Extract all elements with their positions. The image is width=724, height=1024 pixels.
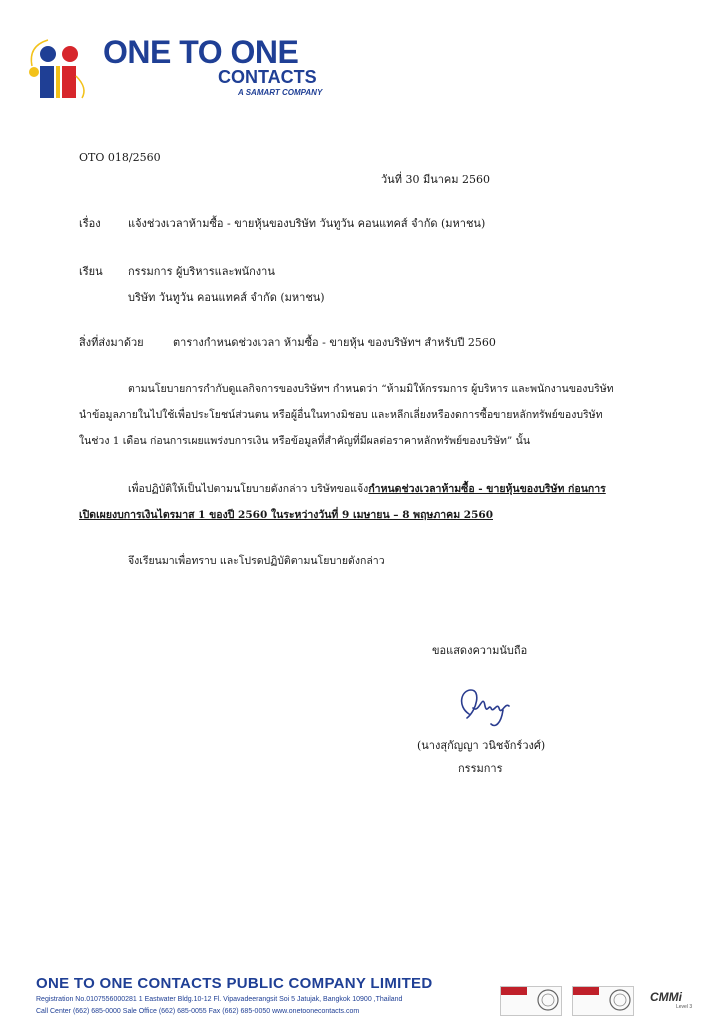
footer-contacts: Call Center (662) 685-0000 Sale Office (662) 685-0055 Fax (662) 685-0050 www.onetoonecontacts.com bbox=[36, 1008, 360, 1015]
company-logo-icon bbox=[26, 36, 90, 102]
recipient-line-1: กรรมการ ผู้บริหารและพนักงาน bbox=[128, 265, 275, 278]
certification-badge-1 bbox=[500, 986, 562, 1016]
closing-text: ขอแสดงความนับถือ bbox=[432, 644, 528, 657]
certification-seal-icon bbox=[609, 989, 631, 1011]
letter-date: วันที่ 30 มีนาคม 2560 bbox=[381, 173, 490, 186]
subject-label: เรื่อง bbox=[79, 217, 101, 230]
reference-number: OTO 018/2560 bbox=[79, 151, 161, 164]
paragraph-1-line-2: นำข้อมูลภายในไปใช้เพื่อประโยชน์ส่วนตน หรือผู้อื่นในทางมิชอบ และหลีกเลี่ยงหรืองดการซื้อขายหลักทรัพย์ของบริษัท bbox=[79, 409, 603, 421]
enclosure-label: สิ่งที่ส่งมาด้วย bbox=[79, 336, 144, 349]
paragraph-1-line-1: ตามนโยบายการกำกับดูแลกิจการของบริษัทฯ กำหนดว่า “ห้ามมิให้กรรมการ ผู้บริหาร และพนักงานของบริษัท bbox=[128, 383, 614, 395]
footer-address: Registration No.0107556000281 1 Eastwater Bldg.10-12 Fl. Vipavadeerangsit Soi 5 Jatujak, Bangkok 10900 ,Thailand bbox=[36, 996, 403, 1003]
recipient-label: เรียน bbox=[79, 265, 103, 278]
paragraph-1-line-3: ในช่วง 1 เดือน ก่อนการเผยแพร่งบการเงิน หรือข้อมูลที่สำคัญที่มีผลต่อราคาหลักทรัพย์ของบริษัท” นั้น bbox=[79, 435, 530, 447]
signer-name: (นางสุกัญญา วนิชจักร์วงศ์) bbox=[417, 739, 546, 752]
recipient-line-2: บริษัท วันทูวัน คอนแทคส์ จำกัด (มหาชน) bbox=[128, 291, 325, 304]
paragraph-2-line-2: เปิดเผยงบการเงินไตรมาส 1 ของปี 2560 ในระหว่างวันที่ 9 เมษายน – 8 พฤษภาคม 2560 bbox=[79, 509, 493, 521]
paragraph-2-line-1 bbox=[128, 481, 606, 497]
cmmi-logo: CMMi bbox=[650, 990, 682, 1004]
certification-seal-icon bbox=[537, 989, 559, 1011]
paragraph-3: จึงเรียนมาเพื่อทราบ และโปรดปฏิบัติตามนโยบายดังกล่าว bbox=[128, 555, 385, 567]
brand-subtitle: CONTACTS bbox=[218, 67, 317, 87]
signer-title: กรรมการ bbox=[458, 762, 503, 775]
paragraph-2-emphasis: กำหนดช่วงเวลาห้ามซื้อ - ขายหุ้นของบริษัท ก่อนการ bbox=[368, 483, 606, 495]
paragraph-2-plain: เพื่อปฏิบัติให้เป็นไปตามนโยบายดังกล่าว บริษัทขอแจ้ง bbox=[128, 483, 369, 495]
enclosure-text: ตารางกำหนดช่วงเวลา ห้ามซื้อ - ขายหุ้น ของบริษัทฯ สำหรับปี 2560 bbox=[173, 336, 496, 349]
cmmi-level: Level 3 bbox=[676, 1004, 693, 1010]
brand-name: ONE TO ONE bbox=[103, 34, 299, 70]
certification-badge-2 bbox=[572, 986, 634, 1016]
subject-text: แจ้งช่วงเวลาห้ามซื้อ - ขายหุ้นของบริษัท วันทูวัน คอนแทคส์ จำกัด (มหาชน) bbox=[128, 217, 486, 230]
brand-tagline: A SAMART COMPANY bbox=[238, 88, 323, 97]
footer-company-name: ONE TO ONE CONTACTS PUBLIC COMPANY LIMITED bbox=[36, 975, 433, 992]
signature-icon bbox=[455, 684, 525, 730]
